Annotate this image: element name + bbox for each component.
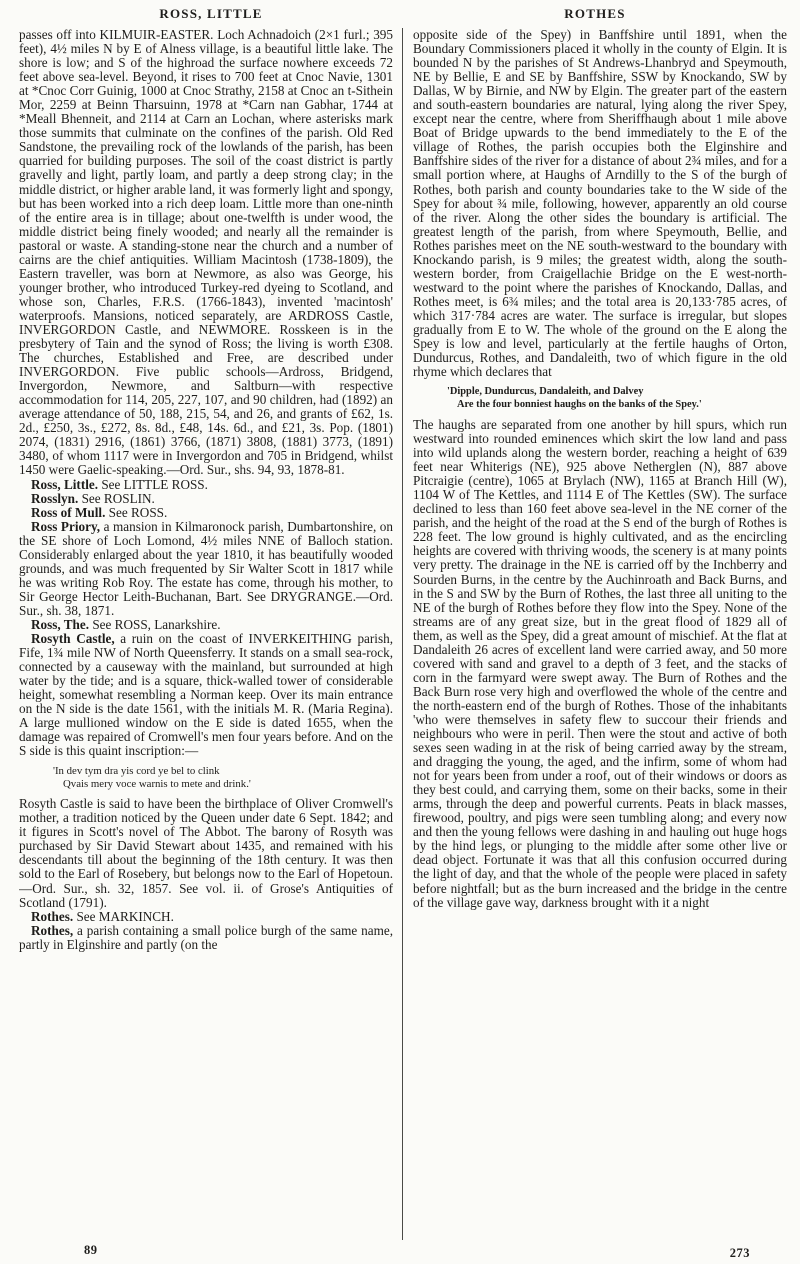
entry-paragraph: Ross Priory, a mansion in Kilmaronock parish, Dumbartonshire, on the SE shore of Loch Lomond, 4½ miles NNE of Balloch station. Considerably enlarged about the year 1810, it has beautifully wooded grounds, and was much frequented by Sir Walter Scott in 1817 while he was writing Rob Roy. The estate has come, through his mother, to Sir George Hector Leith-Buchanan, Bart. See DRYGRANGE.—Ord. Sur., sh. 38, 1871. [19, 518, 393, 618]
paragraph: passes off into KILMUIR-EASTER. Loch Achnadoich (2×1 furl.; 395 feet), 4½ miles N by E of Alness village, is a beautiful little lake. The shore is low; and S of the highroad the surface nowhere exceeds 72 feet above sea-level. Beyond, it rises to 700 feet at Cnoc Navie, 1301 at *Cnoc Corr Guinig, 1000 at Cnoc Strathy, 2158 at Cnoc an t-Sithein Mor, 2259 at Beinn Tharsuinn, 1978 at *Carn nan Gabhar, 1744 at *Meall Bhenneit, and 2114 at Carn an Lochan, where asterisks mark those summits that culminate on the confines of the parish. Old Red Sandstone, the prevailing rock of the lowlands of the parish, has been quarried for building purposes. The soil of the coast district is partly gravelly and light, partly loam, and partly a deep strong clay; in the middle district, or higher arable land, it was formerly light and spongy, but has been worked into a rich deep loam. Little more than one-ninth of the entire area is in tillage; about one-twelfth is under wood, the middle district being finely wooded; and nearly all the remainder is pastoral or waste. A standing-stone near the church and a number of cairns are the chief antiquities. William Macintosh (1738-1809), the Eastern traveller, was born at Newmore, as also was George, his younger brother, who introduced Turkey-red dyeing to Scotland, and whose son, Charles, F.R.S. (1766-1843), invented 'macintosh' waterproofs. Mansions, noticed separately, are ARDROSS Castle, INVERGORDON Castle, and NEWMORE. Rosskeen is in the presbytery of Tain and the synod of Ross; the living is worth £308. The churches, Established and Free, are described under INVERGORDON. Five public schools—Ardross, Bridgend, Invergordon, Newmore, and Saltburn—with respective accommodation for 114, 205, 227, 107, and 90 children, had (1892) an average attendance of 50, 188, 215, 54, and 26, and grants of £62, 1s. 2d., £250, 3s., £272, 8s. 8d., £48, 14s. 6d., and £21, 3s. Pop. (1801) 2074, (1831) 2916, (1861) 3766, (1871) 3808, (1881) 3773, (1891) 3480, of whom 1117 were in Invergordon and 705 in Bridgend, whilst 1450 were Gaelic-speaking.—Ord. Sur., shs. 94, 93, 1878-81. [19, 28, 393, 478]
entry-paragraph: Ross, The. See ROSS, Lanarkshire. [31, 616, 221, 632]
verse-line: 'In dev tym dra yis cord ye bel to clink [53, 765, 220, 778]
entry-headword: Rosslyn. [31, 490, 79, 506]
verse-line: 'Dipple, Dundurcus, Dandaleith, and Dalvey [447, 386, 644, 398]
page-number-left: 89 [84, 1243, 98, 1257]
right-column-content [403, 28, 787, 1240]
entry-paragraph: Rothes. See MARKINCH. [31, 908, 174, 924]
running-head-left: ROSS, LITTLE [159, 6, 263, 21]
entry-headword: Rothes, [31, 922, 74, 938]
left-column-content [19, 28, 403, 1240]
entry-paragraph: Rosyth Castle, a ruin on the coast of INVERKEITHING parish, Fife, 1¾ mile NW of North Queensferry. It stands on a small sea-rock, connected by a causeway with the mainland, but surrounded at high water by the tide; and is a square, thick-walled tower of considerable height, somewhat resembling a Norman keep. Over its main entrance on the N side is the date 1561, with the initials M. R. (Maria Regina). A large mullioned window on the E side is dated 1655, when the damage was repaired of Cromwell's men four years before. And on the S side is this quaint inscription:— [19, 631, 393, 759]
entry-headword: Rothes. [31, 908, 74, 924]
running-heads [19, 5, 787, 28]
paragraph: Rosyth Castle is said to have been the birthplace of Oliver Cromwell's mother, a tradition noticed by the Queen under date 6 Sept. 1842; and it figures in Scott's novel of The Abbot. The barony of Rosyth was purchased by Sir David Stewart about 1435, and remained with his descendants till about the beginning of the 18th century. It was then sold to the Earl of Rosebery, but belongs now to the Earl of Hopetoun.—Ord. Sur., sh. 32, 1857. See vol. ii. of Grose's Antiquities of Scotland (1791). [19, 796, 393, 910]
entry-paragraph: Rothes, a parish containing a small police burgh of the same name, partly in Elginshire and partly (on the [19, 922, 393, 952]
running-head-right: ROTHES [564, 6, 626, 21]
entry-headword: Ross, Little. [31, 476, 99, 492]
paragraph: The haughs are separated from one another by hill spurs, which run westward into rounded eminences which skirt the low land and pass into wild uplands along the western border, reaching a height of 639 feet near Whiterigs (NE), 925 above Netherglen (N), 887 above Pitcraigie (centre), 1065 at Brylach (NW), 1165 at Branch Hill (W), 1104 W of The Kettles, and 1114 E of The Kettles (SW). The surface declined to less than 160 feet above sea-level in the NE corner of the parish, and the height of the road at the S end of the burgh of Rothes is 228 feet. The low ground is highly cultivated, and as the encircling heights are covered with thriving woods, the scenery is at many points very pretty. The drainage in the NE is carried off by the Inchberry and Sourden Burns, in the centre by the Auchinroath and Back Burns, and in the S and SW by the Burn of Rothes, the last three all uniting to the NE of the burgh of Rothes before they flow into the Spey. None of the streams are of any great size, but in the great flood of 1829 all of them, as well as the Spey, did a great amount of mischief. At the flat at Dandaleith 26 acres of excellent land were carried away, and 50 more covered with sand and gravel to a depth of 3 feet, and the stacks of corn in the farmyard were swept away. The Burn of Rothes and the Back Burn rose very high and overflowed the whole of the centre and the north-eastern end of the burgh of Rothes. Those of the inhabitants 'who were themselves in safety flew to succour their friends and neighbours who were in peril. Then were the stout and active of both sexes seen wading in at the risk of being carried away by the stream, and dragging the young, the aged, and the infirm, some of whom had not for years been from under a roof, out of their windows or doors as they best could, and carrying them, some on their backs, some in their arms, through the deep and powerful currents. Peats in black masses, firewood, poultry, and pigs were seen tumbling along; and every now and then the young fellows were dashing in and hauling out huge hogs by the hind legs, or plunging to the middle after some other live or dead object. Fortunate it was that all this confusion occurred during the light of day, and that the whole of the people were placed in safety before nightfall; but as the burn increased and the bridge in the centre of the village gave way, darkness brought with it a night [413, 416, 787, 910]
entry-paragraph: Ross of Mull. See ROSS. [31, 504, 168, 520]
entry-headword: Ross Priory, [31, 518, 101, 534]
verse-line: Qvais mery voce warnis to mete and drink.' [63, 777, 251, 790]
entry-paragraph: Ross, Little. See LITTLE ROSS. [31, 476, 208, 492]
verse-line: Are the four bonniest haughs on the banks of the Spey.' [457, 398, 702, 410]
entry-headword: Ross, The. [31, 616, 90, 632]
verse-block [447, 386, 787, 411]
page-number-right: 273 [729, 1246, 750, 1260]
paragraph: opposite side of the Spey) in Banffshire until 1891, when the Boundary Commissioners placed it wholly in the county of Elgin. It is bounded N by the parishes of St Andrews-Lhanbryd and Speymouth, NE by Bellie, E and SE by Banffshire, SSW by Knockando, SW by Dallas, W by Birnie, and NW by Elgin. The greater part of the eastern and south-eastern boundaries are natural, lying along the river Spey, except near the centre, where from Sheriffhaugh about 1 mile above Boat of Bridge upwards to the bend immediately to the E of the village of Rothes, the parish occupies both the Elginshire and Banffshire sides of the river for a distance of about 2¾ miles, and for a small portion where, at Haughs of Arndilly to the S of the burgh of Rothes, both parish and county boundaries take to the W side of the Spey for about ¾ mile, following, however, apparently an old course of the river. Along the other sides the boundary is artificial. The greatest length of the parish, from where Speymouth, Bellie, and Rothes parishes meet on the NE south-westward to the boundary with Knockando parish, is 9 miles; the greatest width, along the south-western border, from Craigellachie Bridge on the E west-north-westward to the point where the parishes of Knockando, Dallas, and Rothes meet, is 6¾ miles; and the total area is 20,133·785 acres, of which 317·784 acres are water. The surface is irregular, but slopes gradually from E to W. The whole of the ground on the E along the Spey is low and level, particularly at the fertile haughs of Orton, Dundurcus, Rothes, and Dandaleith, two of which figure in the old rhyme which declares that [413, 28, 787, 380]
verse-block [53, 765, 393, 790]
entry-headword: Rosyth Castle, [31, 631, 115, 647]
entry-paragraph: Rosslyn. See ROSLIN. [31, 490, 155, 506]
text-columns [19, 28, 787, 1240]
entry-headword: Ross of Mull. [31, 504, 106, 520]
